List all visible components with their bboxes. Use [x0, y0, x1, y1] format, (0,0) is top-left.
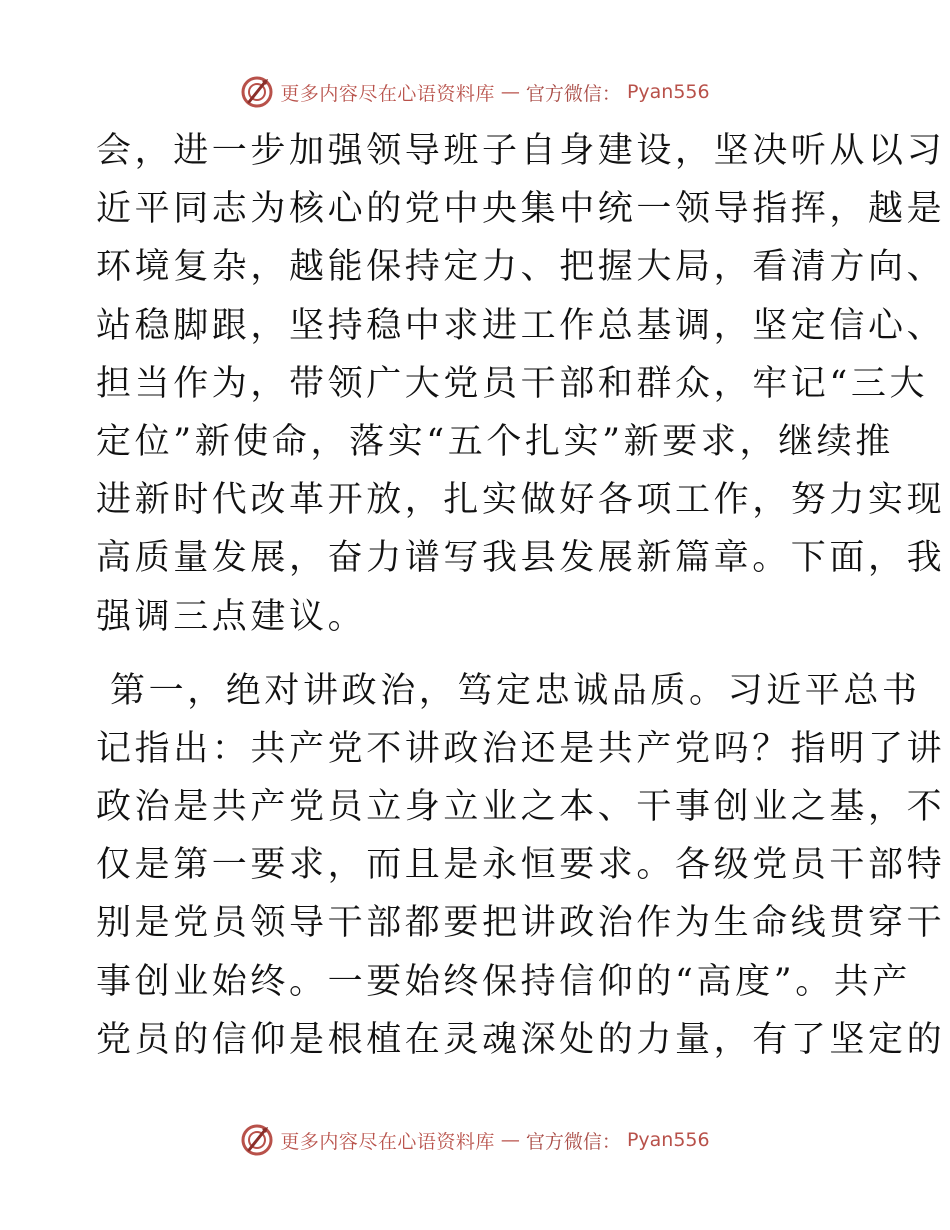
brand-logo-icon [240, 75, 274, 109]
paragraph-2 [96, 662, 946, 1069]
watermark-contact-id: Pyan556 [626, 81, 710, 103]
header-watermark [0, 72, 950, 112]
watermark-contact-id: Pyan556 [626, 1129, 710, 1151]
text-line: 强调三点建议。 [96, 596, 367, 637]
text-line: 定位”新使命，落实“五个扎实”新要求，继续推 [96, 421, 894, 462]
text-line: 担当作为，带领广大党员干部和群众，牢记“三大 [96, 363, 929, 404]
text-line: 别是党员领导干部都要把讲政治作为生命线贯穿干 [96, 903, 946, 944]
text-line: 进新时代改革开放，扎实做好各项工作，努力实现 [96, 480, 946, 521]
watermark-text: 更多内容尽在心语资料库 [280, 82, 495, 105]
paragraph-spacer [96, 646, 856, 662]
paragraph-1 [96, 122, 946, 646]
document-body [96, 122, 946, 1069]
text-line: 会，进一步加强领导班子自身建设，坚决听从以习 [96, 131, 946, 171]
watermark-separator: — [500, 81, 520, 103]
watermark-contact-label: 官方微信： [525, 82, 621, 105]
footer-watermark [0, 1120, 950, 1160]
text-line: 党员的信仰是根植在灵魂深处的力量，有了坚定的 [96, 1019, 946, 1060]
watermark-text: 更多内容尽在心语资料库 [280, 1130, 495, 1153]
text-line: 第一，绝对讲政治，笃定忠诚品质。习近平总书 [110, 670, 921, 711]
text-line: 事创业始终。一要始终保持信仰的“高度”。共产 [96, 961, 911, 1002]
watermark-contact-label: 官方微信： [525, 1130, 621, 1153]
watermark-separator: — [500, 1129, 520, 1151]
text-line: 高质量发展，奋力谱写我县发展新篇章。下面，我 [96, 538, 946, 579]
text-line: 环境复杂，越能保持定力、把握大局，看清方向、 [96, 247, 946, 288]
text-line: 仅是第一要求，而且是永恒要求。各级党员干部特 [96, 845, 946, 886]
text-line: 近平同志为核心的党中央集中统一领导指挥，越是 [96, 189, 946, 230]
brand-logo-icon [240, 1123, 274, 1157]
text-line: 记指出：共产党不讲政治还是共产党吗？指明了讲 [96, 728, 946, 769]
text-line: 政治是共产党员立身立业之本、干事创业之基，不 [96, 787, 946, 828]
text-line: 站稳脚跟，坚持稳中求进工作总基调，坚定信心、 [96, 305, 946, 346]
